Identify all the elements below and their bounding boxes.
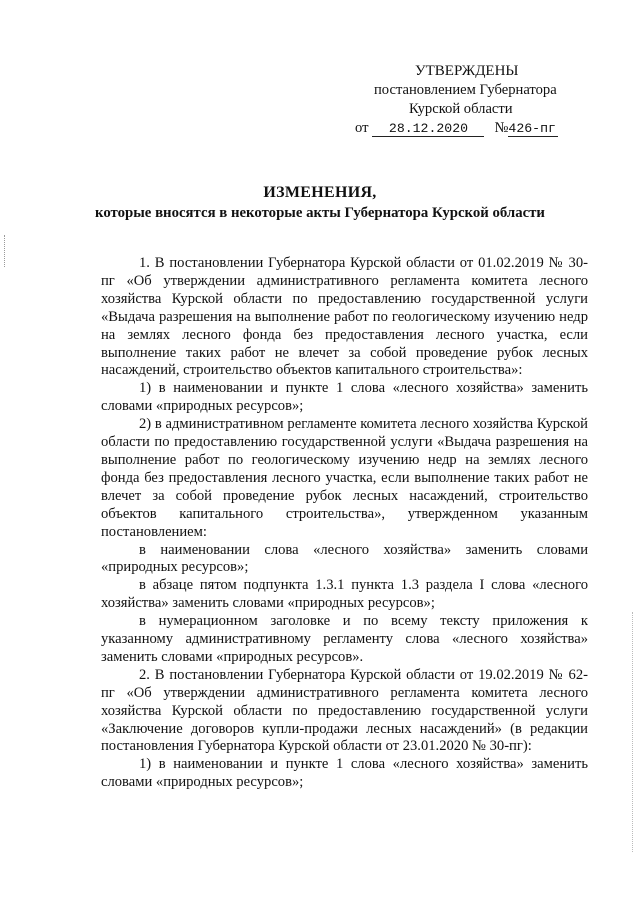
paragraph: 1. В постановлении Губернатора Курской области от 01.02.2019 № 30-пг «Об утверждении административного регламента комитета лесного хозяйства Курской области по предоставлению государственной услуги «Выдача разрешения на выполнение работ по геологическому изучению недр на землях лесного фонда без предоставления лесного участка, если выполнение таких работ не влечет за собой проведение рубок лесных насаждений, строительство объектов капитального строительства»: [101,255,588,379]
document-body [101,255,588,792]
paragraph: 1) в наименовании и пункте 1 слова «лесного хозяйства» заменить словами «природных ресурсов»; [101,756,588,791]
approval-authority: постановлением Губернатора [374,82,557,98]
approval-date-prefix: от [355,120,369,136]
approval-number: 426-пг [508,122,558,137]
approval-number-prefix: № [494,120,509,136]
approval-stamp [350,62,580,138]
paragraph: 1) в наименовании и пункте 1 слова «лесного хозяйства» заменить словами «природных ресурсов»; [101,380,588,415]
document-subtitle: которые вносятся в некоторые акты Губернатора Курской области [95,205,545,221]
paragraph: 2) в административном регламенте комитета лесного хозяйства Курской области по предоставлению государственной услуги «Выдача разрешения на выполнение работ по геологическому изучению недр на землях лесного фонда без предоставления лесного участка, если выполнение таких работ не влечет за собой проведение рубок лесных насаждений, строительство объектов капитального строительства», утвержденном указанным постановлением: [101,416,588,540]
margin-marks-right [632,612,635,852]
paragraph: в абзаце пятом подпункта 1.3.1 пункта 1.3 раздела I слова «лесного хозяйства» заменить словами «природных ресурсов»; [101,577,588,612]
margin-marks [4,235,7,267]
paragraph: 2. В постановлении Губернатора Курской области от 19.02.2019 № 62-пг «Об утверждении административного регламента комитета лесного хозяйства Курской области по предоставлению государственной услуги «Заключение договоров купли-продажи лесных насаждений» (в редакции постановления Губернатора Курской области от 23.01.2020 № 30-пг): [101,666,588,755]
approval-region: Курской области [409,101,513,117]
paragraph: в наименовании слова «лесного хозяйства» заменить словами «природных ресурсов»; [101,541,588,576]
paragraph: в нумерационном заголовке и по всему тексту приложения к указанному административному регламенту слова «лесного хозяйства» заменить словами «природных ресурсов». [101,613,588,665]
approval-heading: УТВЕРЖДЕНЫ [415,63,519,79]
document-title: ИЗМЕНЕНИЯ, [263,184,377,201]
approval-date: 28.12.2020 [372,122,484,137]
approval-date-line [350,119,580,138]
